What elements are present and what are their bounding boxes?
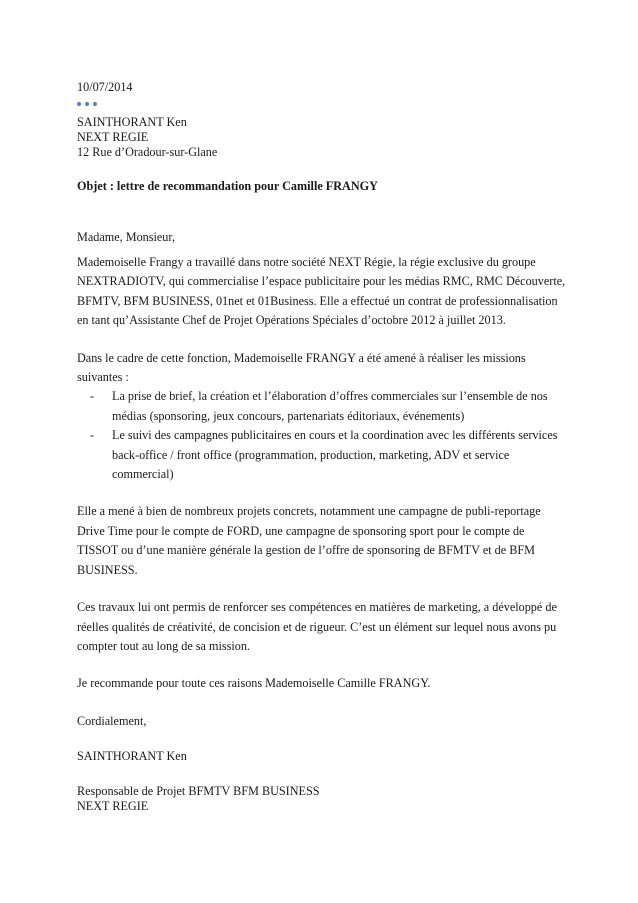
paragraph-intro: Mademoiselle Frangy a travaillé dans notre société NEXT Régie, la régie exclusive du groupe NEXTRADIOTV, qui commercialise l’espace publicitaire pour les médias RMC, RMC Découverte, BFMTV, BFM BUSINESS, 01net et 01Business. Elle a effectué un contrat de professionnalisation en tant qu’Assistante Chef de Projet Opérations Spéciales d’octobre 2012 à juillet 2013. <box>77 255 566 328</box>
bullet-dash: - <box>90 389 95 404</box>
signature-title: Responsable de Projet BFMTV BFM BUSINESS <box>77 784 320 799</box>
paragraph-projects: Elle a mené à bien de nombreux projets concrets, notamment une campagne de publi-reportage Drive Time pour le compte de FORD, une campagne de sponsoring sport pour le compte de TISSOT ou d’une manière générale la gestion de l’offre de sponsoring de BFMTV et de BFM BUSINESS. <box>77 504 541 577</box>
separator-dots <box>77 99 567 109</box>
dot-icon <box>85 102 89 106</box>
list-item-text: La prise de brief, la création et l’élaboration d’offres commerciales sur l’ensemble de nos médias (sponsoring, jeux concours, partenariats éditoriaux, événements) <box>112 389 548 423</box>
bullet-dash: - <box>90 428 95 443</box>
letter-page <box>77 80 567 814</box>
dot-icon <box>77 102 81 106</box>
signature-name: SAINTHORANT Ken <box>77 749 187 764</box>
sender-block <box>77 115 567 160</box>
sender-company: NEXT REGIE <box>77 130 149 144</box>
signature-company: NEXT REGIE <box>77 799 149 814</box>
sender-address: 12 Rue d’Oradour-sur-Glane <box>77 145 218 159</box>
paragraph-missions-intro: Dans le cadre de cette fonction, Mademoiselle FRANGY a été amené à réaliser les missions suivantes : <box>77 350 526 385</box>
letter-subject: Objet : lettre de recommandation pour Camille FRANGY <box>77 179 378 193</box>
list-item <box>77 387 567 426</box>
salutation: Madame, Monsieur, <box>77 230 176 244</box>
dot-icon <box>93 102 97 106</box>
missions-list <box>77 387 567 484</box>
paragraph-skills: Ces travaux lui ont permis de renforcer ses compétences en matières de marketing, a développé de réelles qualités de créativité, de concision et de rigueur. C’est un élément sur lequel nous avons pu compter tout au long de sa mission. <box>77 600 557 653</box>
list-item-text: Le suivi des campagnes publicitaires en cours et la coordination avec les différents services back-office / front office (programmation, production, marketing, ADV et service commercial) <box>112 428 558 482</box>
letter-date: 10/07/2014 <box>77 80 133 94</box>
list-item <box>77 426 567 484</box>
closing: Cordialement, <box>77 713 147 728</box>
sender-name: SAINTHORANT Ken <box>77 115 187 129</box>
paragraph-recommendation: Je recommande pour toute ces raisons Mademoiselle Camille FRANGY. <box>77 676 431 691</box>
signature-block <box>77 784 567 814</box>
